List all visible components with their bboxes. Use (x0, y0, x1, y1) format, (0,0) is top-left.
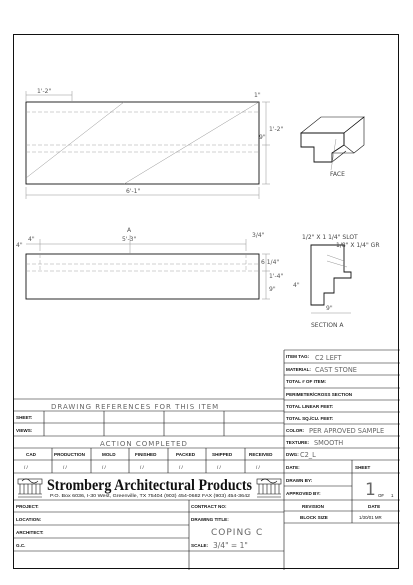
item-tag-value: C2 LEFT (315, 354, 342, 362)
title-block (14, 350, 400, 570)
front-view (16, 227, 283, 299)
perimeter-label: PERIMETER/CROSS SECTION (286, 392, 353, 397)
dim-label: 6'-1" (126, 188, 141, 195)
dim-label: 4" (293, 282, 300, 289)
dim-label: 1'-2" (37, 88, 52, 95)
company-name: Stromberg Architectural Products (47, 477, 252, 494)
dim-label: 9" (259, 134, 266, 141)
dwg-value: C2_L (300, 451, 316, 459)
action-completed-title: ACTION COMPLETED (100, 440, 188, 448)
dim-label: 3/4" (252, 232, 265, 239)
block-size-label: BLOCK SIZE (300, 515, 328, 520)
status-date: / / (24, 465, 28, 470)
status-header: SHIPPED (212, 452, 233, 457)
iso-view (301, 117, 364, 178)
linear-feet-label: TOTAL LINEAR FEET: (286, 404, 334, 409)
status-date: / / (102, 465, 106, 470)
dim-label: 6 1/4" (261, 259, 280, 266)
drawing-sheet (13, 34, 399, 569)
section-view (293, 234, 379, 329)
drawing-refs-title: DRAWING REFERENCES FOR THIS ITEM (51, 403, 220, 411)
color-value: PER APROVED SAMPLE (309, 427, 385, 435)
date-label: DATE: (286, 465, 300, 470)
drawing-canvas (14, 35, 400, 570)
material-label: MATERIAL: (286, 367, 311, 372)
total-items-label: TOTAL # OF ITEM: (286, 379, 327, 384)
architect-label: ARCHITECT: (16, 530, 44, 535)
approved-by-label: APPROVED BY: (286, 491, 321, 496)
contract-label: CONTRACT NO: (191, 504, 227, 509)
drawn-by-label: DRAWN BY: (286, 478, 313, 483)
views-ref-label: VIEWS: (16, 428, 33, 433)
dim-label: 9" (269, 286, 276, 293)
leader-line (327, 255, 344, 261)
section-profile (311, 245, 351, 305)
dwg-label: DWG: (286, 452, 299, 457)
status-date: / / (256, 465, 260, 470)
top-view (26, 88, 283, 199)
status-date: / / (140, 465, 144, 470)
iso-edge (332, 151, 346, 162)
dim-label: 1" (254, 92, 261, 99)
status-header: FINISHED (135, 452, 157, 457)
status-date: / / (63, 465, 67, 470)
material-value: CAST STONE (315, 366, 357, 374)
status-header: RECEIVED (249, 452, 273, 457)
scale-value: 3/4" = 1" (213, 541, 248, 550)
company-address: P.O. Box 6036, I-30 West, Greenville, TX 75404 (903) 454-0682 FAX (903) 454-3642 (50, 493, 251, 498)
top-view-outline (26, 102, 259, 184)
drawing-title-label: DRAWING TITLE: (191, 517, 229, 522)
dim-label: 4" (28, 236, 35, 243)
location-label: LOCATION: (16, 517, 42, 522)
dim-label: 9" (326, 305, 333, 312)
project-label: PROJECT: (16, 504, 39, 509)
section-note: 1/2" X 1 1/4" SLOT (302, 234, 358, 241)
scale-label: SCALE: (191, 543, 209, 548)
item-tag-label: ITEM TAG: (286, 354, 310, 359)
iso-top-face (301, 117, 364, 133)
dim-label: 5'-3" (122, 236, 137, 243)
top-view-diagonal (26, 102, 124, 178)
front-view-outline (26, 254, 259, 299)
sheet-ref-label: SHEET: (16, 415, 33, 420)
dim-label: 1'-2" (269, 126, 284, 133)
section-marker: A (127, 227, 132, 234)
color-label: COLOR: (286, 428, 305, 433)
sheet-total: 1 (391, 493, 394, 498)
sheet-of: OF (378, 493, 385, 498)
texture-value: SMOOTH (314, 439, 344, 447)
status-header: PACKED (176, 452, 196, 457)
dim-label: 1'-4" (269, 273, 284, 280)
revision-header: REVISION (302, 504, 324, 509)
status-date: / / (179, 465, 183, 470)
revision-date: 1/30/01 MR (359, 515, 382, 520)
status-header: MOLD (102, 452, 116, 457)
texture-label: TEXTURE: (286, 440, 309, 445)
status-header: PRODUCTION (54, 452, 85, 457)
iso-right-face (344, 117, 364, 153)
date-header: DATE (368, 504, 381, 509)
company-logo-left (18, 479, 42, 497)
section-note: 1/8" X 1/4" GR (336, 242, 380, 249)
drawing-title-value: COPING C (211, 528, 264, 538)
sq-cu-feet-label: TOTAL SQ./CU. FEET: (286, 416, 334, 421)
top-view-diagonal (124, 102, 259, 184)
status-header: CAD (26, 452, 36, 457)
dim-label: 4" (16, 242, 23, 249)
sheet-number: 1 (365, 480, 376, 500)
company-logo-right (257, 479, 281, 497)
status-date: / / (217, 465, 221, 470)
sheet-header: SHEET (355, 465, 371, 470)
section-label: SECTION A (311, 322, 344, 329)
gc-label: G.C. (16, 543, 26, 548)
face-label: FACE (330, 171, 345, 178)
